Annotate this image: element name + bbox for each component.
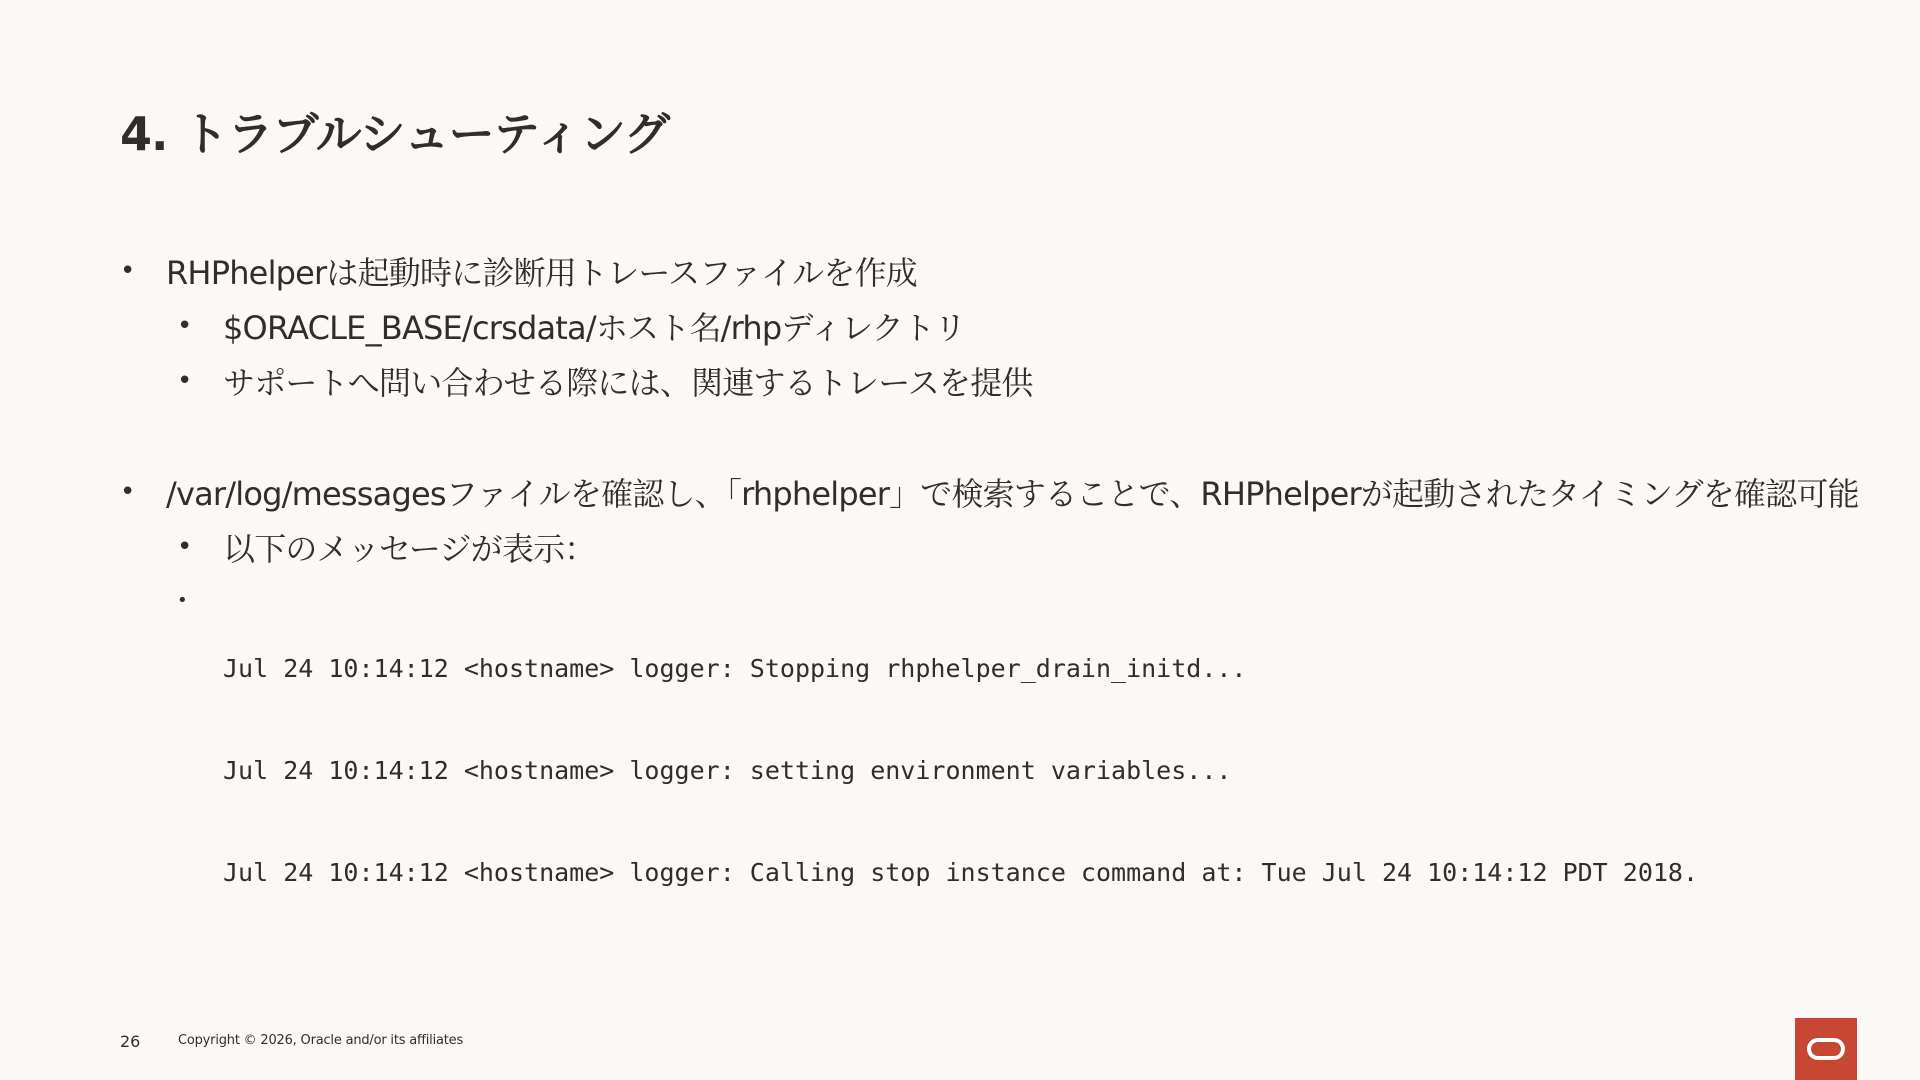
- bullet-dot: •: [177, 590, 188, 611]
- bullet-dot: •: [120, 477, 135, 507]
- bullet-text: $ORACLE_BASE/crsdata/ホスト名/rhpディレクトリ: [223, 309, 966, 347]
- bullet-dot: •: [177, 532, 192, 562]
- log-line: Jul 24 10:14:12 <hostname> logger: Calling stop instance command at: Tue Jul 24 10:14:12 PDT 2018.: [223, 858, 1699, 887]
- log-message-block: [177, 584, 1698, 958]
- subbullet-support-trace: [177, 358, 1033, 404]
- bullet-messages-file: [120, 469, 1859, 515]
- bullet-dot: •: [177, 366, 192, 396]
- logo-ring: [1807, 1038, 1845, 1060]
- bullet-trace-files: [120, 248, 917, 294]
- bullet-dot: •: [177, 311, 192, 341]
- bullet-text: 以下のメッセージが表示：: [223, 530, 596, 568]
- page-number: 26: [120, 1032, 141, 1051]
- log-line: Jul 24 10:14:12 <hostname> logger: setting environment variables...: [223, 756, 1232, 785]
- slide-title: 4. トラブルシューティング: [120, 107, 669, 161]
- log-line: Jul 24 10:14:12 <hostname> logger: Stopping rhphelper_drain_initd...: [223, 654, 1247, 683]
- bullet-text: /var/log/messagesファイルを確認し、「rhphelper」で検索することで、RHPhelperが起動されたタイミングを確認可能: [166, 475, 1859, 513]
- oracle-logo-icon: [1795, 1018, 1857, 1080]
- subbullet-message-shown: [177, 524, 595, 570]
- bullet-dot: •: [120, 256, 135, 286]
- subbullet-trace-directory: [177, 303, 965, 349]
- bullet-text: RHPhelperは起動時に診断用トレースファイルを作成: [166, 254, 917, 292]
- copyright-notice: Copyright © 2026, Oracle and/or its affiliates: [178, 1033, 464, 1048]
- bullet-text: サポートへ問い合わせる際には、関連するトレースを提供: [223, 364, 1033, 402]
- log-lines: [223, 584, 1698, 958]
